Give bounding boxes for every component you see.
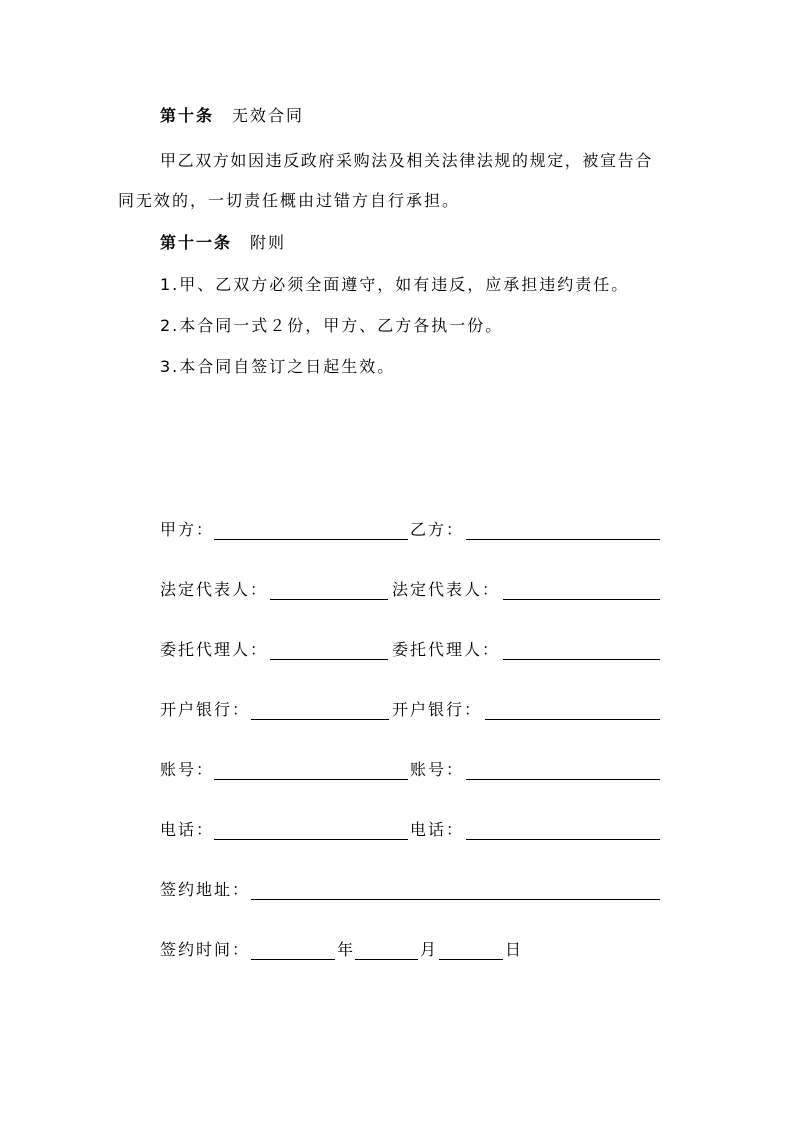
article-11-item-1: 1.甲、乙双方必须全面遵守，如有违反，应承担违约责任。 — [160, 275, 630, 294]
party-b-blank[interactable] — [466, 539, 660, 540]
phone-row — [0, 819, 793, 841]
bank-a-blank[interactable] — [251, 719, 389, 720]
address-blank[interactable] — [251, 899, 660, 900]
article-11-title: 附则 — [250, 233, 287, 252]
article-11-item-3: 3.本合同自签订之日起生效。 — [160, 357, 396, 376]
agent-row — [0, 639, 793, 661]
bank-b-blank[interactable] — [485, 719, 660, 720]
article-10-body-line-2: 同无效的，一切责任概由过错方自行承担。 — [118, 191, 461, 210]
bank-row — [0, 699, 793, 721]
year-label: 年 — [337, 940, 356, 959]
article-10-title: 无效合同 — [232, 106, 305, 125]
time-row — [0, 939, 793, 961]
legal-rep-b-blank[interactable] — [503, 599, 660, 600]
party-a-label: 甲方： — [160, 520, 215, 539]
article-10-heading — [160, 105, 304, 127]
phone-b-blank[interactable] — [466, 839, 660, 840]
agent-a-label: 委托代理人： — [160, 640, 269, 659]
phone-a-blank[interactable] — [214, 839, 408, 840]
agent-a-blank[interactable] — [270, 659, 388, 660]
article-11-item-2: 2.本合同一式２份，甲方、乙方各执一份。 — [160, 316, 504, 335]
party-row — [0, 519, 793, 541]
month-label: 月 — [420, 940, 439, 959]
article-11-label: 第十一条 — [160, 233, 233, 252]
party-b-label: 乙方： — [410, 520, 465, 539]
time-label: 签约时间： — [160, 940, 251, 959]
phone-b-label: 电话： — [410, 820, 465, 839]
month-blank[interactable] — [355, 959, 418, 960]
account-a-blank[interactable] — [214, 779, 408, 780]
year-blank[interactable] — [251, 959, 335, 960]
legal-rep-b-label: 法定代表人： — [392, 580, 501, 599]
address-row — [0, 879, 793, 901]
article-10-label: 第十条 — [160, 106, 215, 125]
day-label: 日 — [505, 940, 524, 959]
legal-rep-row — [0, 579, 793, 601]
bank-a-label: 开户银行： — [160, 700, 251, 719]
agent-b-label: 委托代理人： — [392, 640, 501, 659]
article-11-heading — [160, 232, 286, 254]
legal-rep-a-label: 法定代表人： — [160, 580, 269, 599]
phone-a-label: 电话： — [160, 820, 215, 839]
legal-rep-a-blank[interactable] — [270, 599, 388, 600]
account-b-label: 账号： — [410, 760, 465, 779]
account-b-blank[interactable] — [466, 779, 660, 780]
day-blank[interactable] — [439, 959, 503, 960]
party-a-blank[interactable] — [214, 539, 408, 540]
account-row — [0, 759, 793, 781]
account-a-label: 账号： — [160, 760, 215, 779]
agent-b-blank[interactable] — [503, 659, 660, 660]
article-10-body-line-1: 甲乙双方如因违反政府采购法及相关法律法规的规定，被宣告合 — [160, 151, 653, 170]
bank-b-label: 开户银行： — [392, 700, 483, 719]
address-label: 签约地址： — [160, 880, 251, 899]
